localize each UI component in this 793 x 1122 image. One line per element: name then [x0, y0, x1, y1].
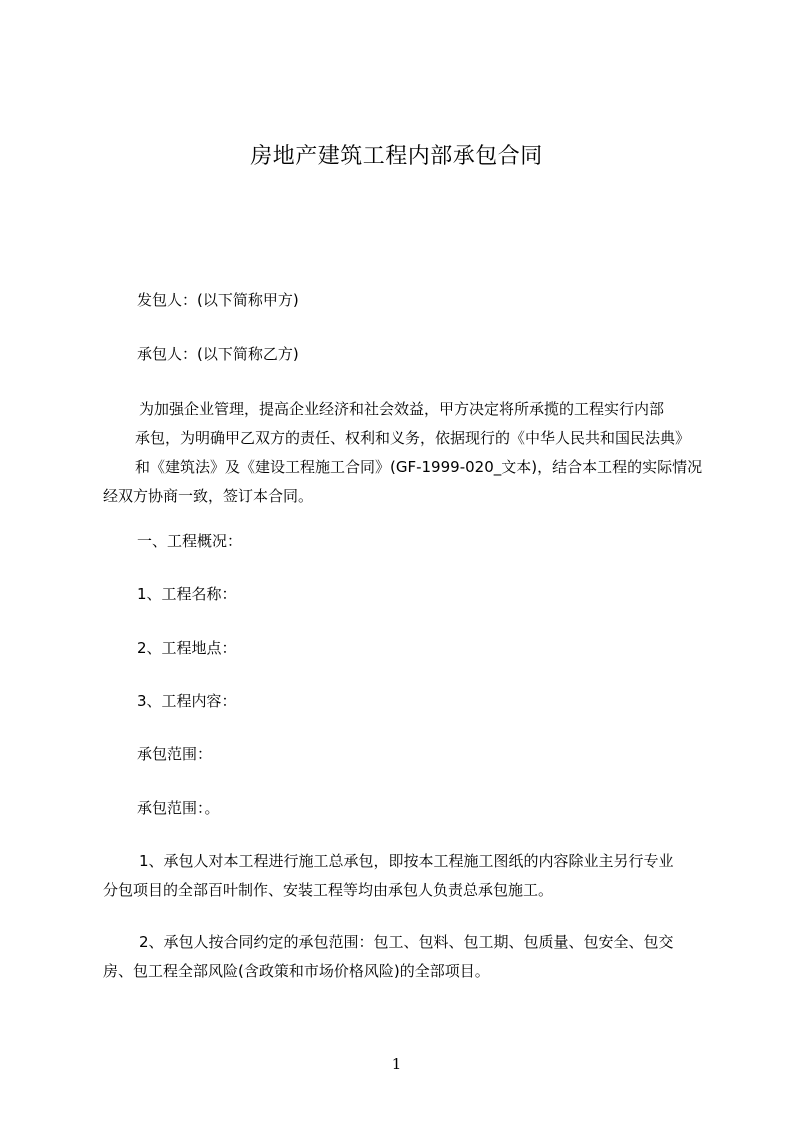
clause-line: 2、承包人按合同约定的承包范围：包工、包料、包工期、包质量、包安全、包交 — [139, 933, 674, 951]
clause-1-paragraph — [103, 847, 723, 905]
clause-line: 分包项目的全部百叶制作、安装工程等均由承包人负责总承包施工。 — [103, 881, 554, 899]
project-location-line: 2、工程地点： — [137, 639, 237, 657]
document-title: 房地产建筑工程内部承包合同 — [250, 144, 543, 169]
scope-label-2: 承包范围：。 — [137, 799, 220, 817]
clause-2-paragraph — [103, 928, 723, 986]
project-name-line: 1、工程名称： — [137, 585, 237, 603]
intro-paragraph — [103, 395, 723, 511]
intro-line: 经双方协商一致，签订本合同。 — [103, 487, 314, 505]
intro-line: 和《建筑法》及《建设工程施工合同》(GF-1999-020_文本)，结合本工程的实际情况 — [135, 458, 703, 476]
intro-line: 为加强企业管理，提高企业经济和社会效益，甲方决定将所承揽的工程实行内部 — [139, 400, 665, 418]
project-content-line: 3、工程内容： — [137, 692, 237, 710]
scope-label: 承包范围： — [137, 745, 213, 763]
section-heading: 一、工程概况： — [137, 532, 243, 550]
employer-line: 发包人：(以下简称甲方) — [137, 291, 299, 309]
intro-line: 承包，为明确甲乙双方的责任、权利和义务，依据现行的《中华人民共和国民法典》 — [135, 429, 691, 447]
contractor-line: 承包人：(以下简称乙方) — [137, 345, 299, 363]
clause-line: 1、承包人对本工程进行施工总承包，即按本工程施工图纸的内容除业主另行专业 — [139, 852, 674, 870]
clause-line: 房、包工程全部风险(含政策和市场价格风险)的全部项目。 — [103, 962, 490, 980]
page-number: 1 — [391, 1055, 402, 1073]
